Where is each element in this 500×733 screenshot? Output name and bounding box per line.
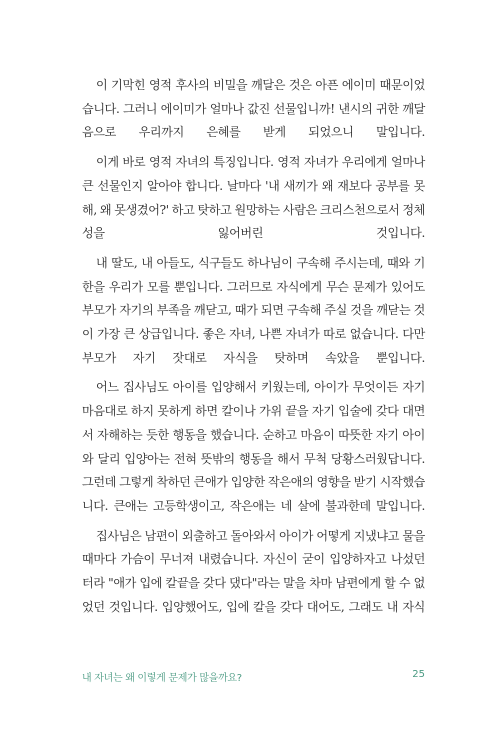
paragraph: 이 기막힌 영적 후사의 비밀을 깨달은 것은 아픈 에이미 때문이었습니다. 그러니 에이미가 얼마나 값진 선물입니까! 낸시의 귀한 깨달음으로 우리까지 은혜를 받게 되었으니 말입니다. [82, 78, 425, 140]
body-text [82, 74, 425, 625]
page-number: 25 [412, 669, 425, 680]
paragraph: 집사님은 남편이 외출하고 돌아와서 아이가 어떻게 지냈냐고 물을 때마다 가슴이 무너져 내렸습니다. 자신이 굳이 입양하자고 나섰던 터라 "애가 입에 칼끝을 갖다 댔다"라는 말을 차마 남편에게 할 수 없었던 것입니다. 입양했어도, 입에 칼을 갖다 대어도, 그래도 내 자식 [82, 528, 425, 614]
running-title: 내 자녀는 왜 이렇게 문제가 많을까요? [82, 673, 242, 684]
paragraph: 이게 바로 영적 자녀의 특징입니다. 영적 자녀가 우리에게 얼마나 큰 선물인지 알아야 합니다. 날마다 '내 새끼가 왜 재보다 공부를 못해, 왜 못생겼어?' 하고 탓하고 원망하는 사람은 크리스천으로서 정체성을 잃어버린 것입니다. [82, 155, 425, 241]
paragraph: 내 딸도, 내 아들도, 식구들도 하나님이 구속해 주시는데, 때와 기한을 우리가 모를 뿐입니다. 그러므로 자식에게 무슨 문제가 있어도 부모가 자기의 부족을 깨닫고, 때가 되면 구속해 주실 것을 깨닫는 것이 가장 큰 상급입니다. 좋은 자녀, 나쁜 자녀가 따로 없습니다. 다만 부모가 자기 잣대로 자식을 탓하며 속았을 뿐입니다. [82, 255, 425, 365]
page-footer [82, 669, 425, 685]
paragraph: 어느 집사님도 아이를 입양해서 키웠는데, 아이가 무엇이든 자기 마음대로 하지 못하게 하면 칼이나 가위 끝을 자기 입술에 갖다 대면서 자해하는 듯한 행동을 했습니다. 순하고 마음이 따뜻한 자기 아이와 달리 입양아는 전혀 뜻밖의 행동을 해서 무척 당황스러웠답니다. 그런데 그렇게 착하던 큰애가 입양한 작은애의 영향을 받기 시작했습니다. 큰애는 고등학생이고, 작은애는 네 살에 불과한데 말입니다. [82, 380, 425, 513]
